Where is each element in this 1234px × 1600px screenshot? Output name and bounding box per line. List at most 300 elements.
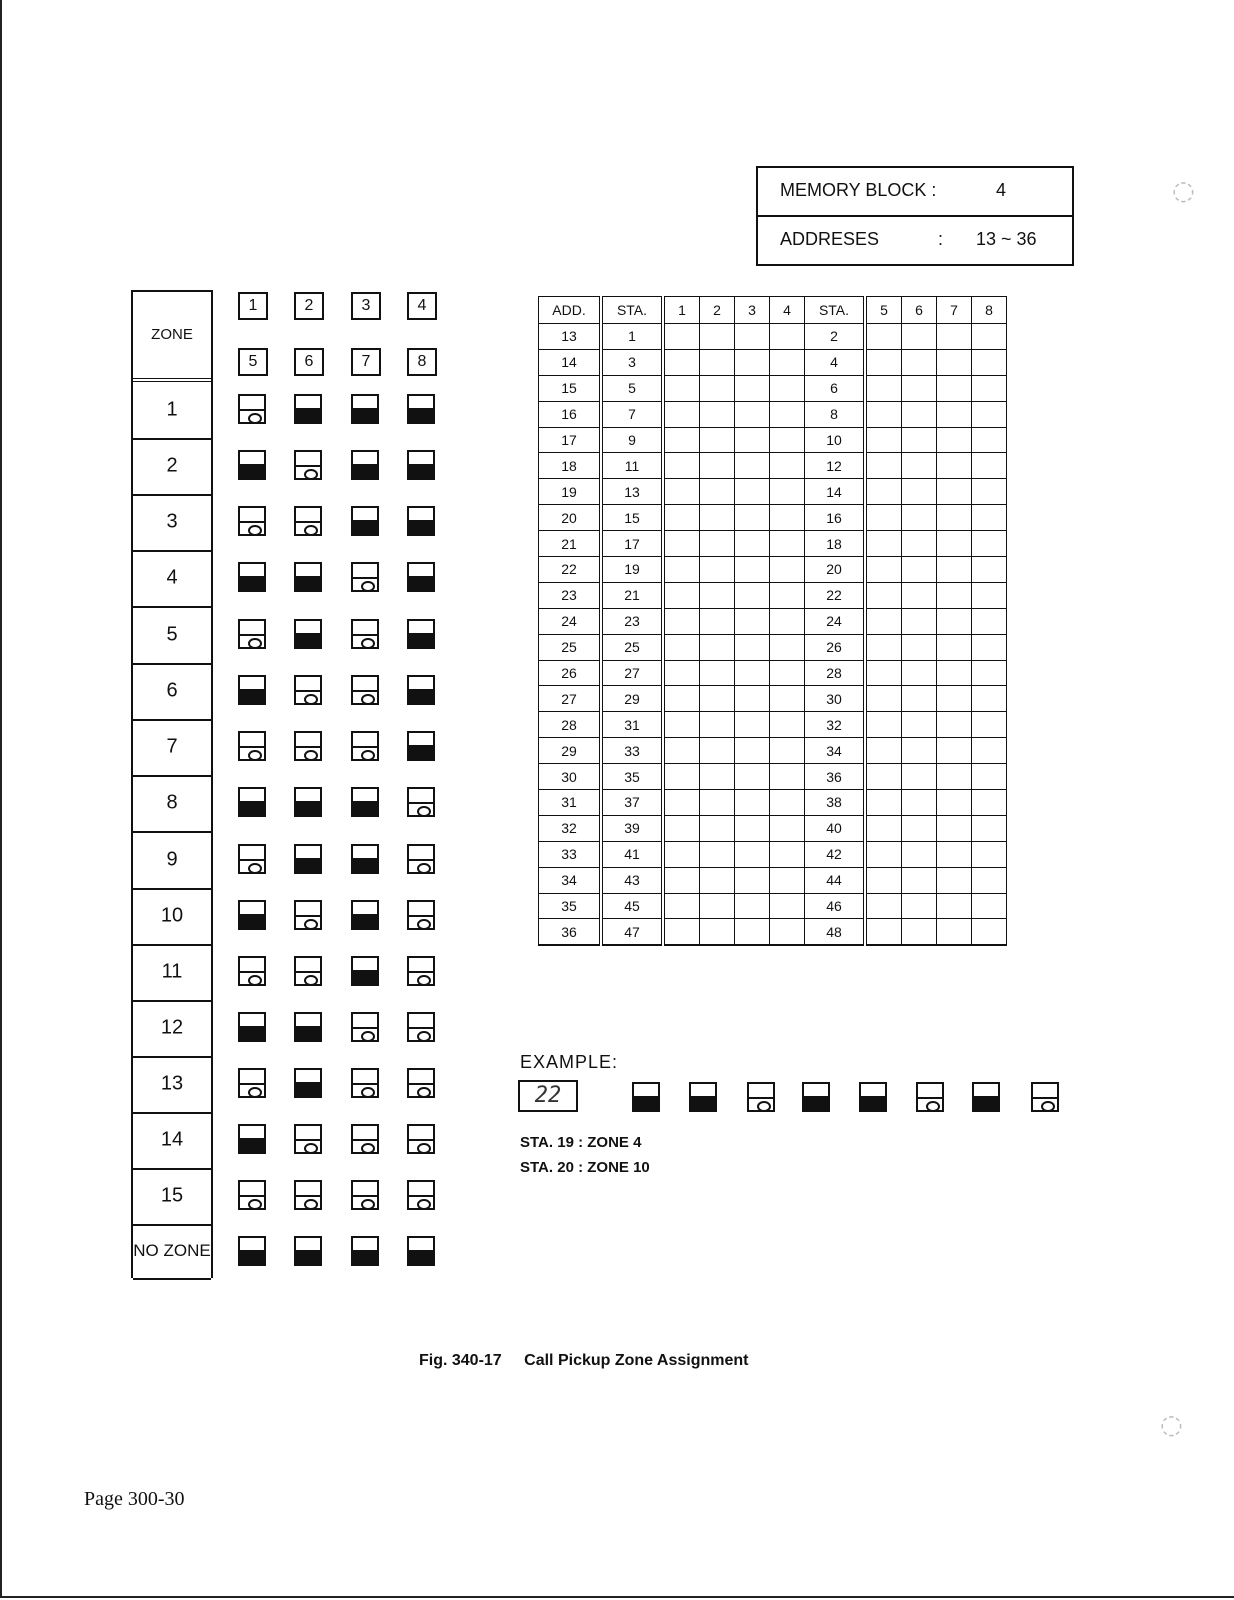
station-cell: 47 — [601, 919, 663, 945]
switch-entry-cell — [663, 505, 700, 531]
address-cell: 19 — [539, 479, 602, 505]
station-cell: 48 — [805, 919, 866, 945]
switch-entry-cell — [865, 738, 902, 764]
address-cell: 22 — [539, 557, 602, 583]
station-cell: 14 — [805, 479, 866, 505]
switch-entry-cell — [865, 427, 902, 453]
station-cell: 29 — [601, 686, 663, 712]
address-cell: 30 — [539, 764, 602, 790]
zone-label: 12 — [160, 1016, 184, 1039]
zone-label-cell — [133, 832, 211, 890]
addresses-row — [758, 217, 1072, 264]
switch-entry-cell — [865, 686, 902, 712]
switch-entry-cell — [937, 919, 972, 945]
switch-entry-cell — [902, 453, 937, 479]
switch-on-icon — [294, 450, 322, 480]
switch-on-icon — [351, 731, 379, 761]
table-row — [539, 531, 1007, 557]
switch-on-icon — [351, 562, 379, 592]
switch-on-icon — [407, 1012, 435, 1042]
zone-label-cell — [133, 607, 211, 665]
switch-off-icon — [238, 787, 266, 817]
switch-entry-cell — [937, 608, 972, 634]
switch-off-icon — [407, 562, 435, 592]
zone-label-cell — [133, 438, 211, 496]
switch-entry-cell — [770, 531, 805, 557]
switch-entry-cell — [937, 841, 972, 867]
scan-artifact-icon: ◌ — [1172, 176, 1195, 206]
station-cell: 16 — [805, 505, 866, 531]
switch-entry-cell — [902, 764, 937, 790]
switch-off-icon — [351, 506, 379, 536]
figure-number: Fig. 340-17 — [419, 1352, 502, 1369]
switch-off-icon — [407, 450, 435, 480]
switch-entry-cell — [700, 919, 735, 945]
zone-header: ZONE — [133, 292, 211, 382]
table-row — [539, 375, 1007, 401]
switch-entry-cell — [700, 401, 735, 427]
switch-on-icon — [351, 619, 379, 649]
switch-entry-cell — [663, 479, 700, 505]
switch-number-label: 8 — [407, 348, 437, 376]
switch-entry-cell — [770, 919, 805, 945]
switch-entry-cell — [770, 349, 805, 375]
switch-entry-cell — [937, 479, 972, 505]
switch-entry-cell — [972, 841, 1007, 867]
address-cell: 18 — [539, 453, 602, 479]
switch-off-icon — [238, 675, 266, 705]
switch-entry-cell — [735, 738, 770, 764]
station-cell: 35 — [601, 764, 663, 790]
switch-on-icon — [294, 675, 322, 705]
switch-off-icon — [294, 562, 322, 592]
station-cell: 19 — [601, 557, 663, 583]
switch-entry-cell — [972, 505, 1007, 531]
switch-off-icon — [294, 1012, 322, 1042]
address-table-body — [539, 324, 1007, 946]
zone-label-cell — [133, 663, 211, 721]
switch-off-icon — [407, 675, 435, 705]
switch-on-icon — [238, 956, 266, 986]
switch-off-icon — [351, 900, 379, 930]
table-row — [539, 453, 1007, 479]
switch-entry-cell — [735, 324, 770, 350]
zone-label: 4 — [166, 566, 178, 589]
switch-entry-cell — [865, 349, 902, 375]
address-cell: 26 — [539, 660, 602, 686]
switch-entry-cell — [700, 531, 735, 557]
switch-entry-cell — [663, 557, 700, 583]
switch-off-icon — [294, 619, 322, 649]
switch-entry-cell — [937, 557, 972, 583]
switch-on-icon — [351, 1068, 379, 1098]
station-cell: 27 — [601, 660, 663, 686]
switch-entry-cell — [902, 738, 937, 764]
switch-on-icon — [351, 675, 379, 705]
station-cell: 44 — [805, 867, 866, 893]
switch-entry-cell — [937, 712, 972, 738]
switch-entry-cell — [663, 324, 700, 350]
station-cell: 28 — [805, 660, 866, 686]
station-cell: 21 — [601, 582, 663, 608]
station-cell: 36 — [805, 764, 866, 790]
switch-off-icon — [972, 1082, 1000, 1112]
zone-label: 11 — [161, 960, 183, 983]
switch-entry-cell — [865, 608, 902, 634]
figure-title: Call Pickup Zone Assignment — [524, 1352, 749, 1369]
station-cell: 40 — [805, 815, 866, 841]
page-number: Page 300-30 — [84, 1488, 185, 1510]
switch-entry-cell — [735, 479, 770, 505]
address-table — [538, 296, 1007, 946]
zone-label-cell — [133, 1168, 211, 1226]
switch-entry-cell — [865, 453, 902, 479]
table-row — [539, 479, 1007, 505]
switch-entry-cell — [770, 738, 805, 764]
switch-entry-cell — [735, 401, 770, 427]
table-row — [539, 427, 1007, 453]
switch-entry-cell — [937, 453, 972, 479]
switch-entry-cell — [937, 531, 972, 557]
switch-entry-cell — [663, 401, 700, 427]
station-cell: 39 — [601, 815, 663, 841]
zone-label: 15 — [160, 1184, 184, 1207]
switch-entry-cell — [735, 686, 770, 712]
switch-entry-cell — [972, 790, 1007, 816]
switch-entry-cell — [735, 453, 770, 479]
switch-entry-cell — [663, 453, 700, 479]
address-cell: 32 — [539, 815, 602, 841]
switch-off-icon — [238, 1236, 266, 1266]
switch-entry-cell — [865, 557, 902, 583]
switch-entry-cell — [972, 401, 1007, 427]
switch-on-icon — [407, 1068, 435, 1098]
table-row — [539, 505, 1007, 531]
switch-entry-cell — [663, 841, 700, 867]
switch-entry-cell — [937, 427, 972, 453]
switch-entry-cell — [735, 815, 770, 841]
station-cell: 3 — [601, 349, 663, 375]
switch-entry-cell — [937, 815, 972, 841]
switch-entry-cell — [735, 660, 770, 686]
switch-entry-cell — [972, 608, 1007, 634]
address-cell: 29 — [539, 738, 602, 764]
address-cell: 25 — [539, 634, 602, 660]
switch-entry-cell — [902, 608, 937, 634]
switch-entry-cell — [700, 375, 735, 401]
zone-label-cell — [133, 1000, 211, 1058]
switch-entry-cell — [865, 479, 902, 505]
zone-label: 13 — [160, 1072, 184, 1095]
station-cell: 17 — [601, 531, 663, 557]
switch-entry-cell — [700, 479, 735, 505]
switch-entry-cell — [735, 427, 770, 453]
switch-on-icon — [238, 394, 266, 424]
column-header: 5 — [865, 297, 902, 324]
switch-on-icon — [351, 1012, 379, 1042]
example-note: STA. 19 : ZONE 4 — [520, 1134, 642, 1151]
address-cell: 17 — [539, 427, 602, 453]
switch-entry-cell — [735, 582, 770, 608]
switch-on-icon — [238, 1068, 266, 1098]
zone-label-cell — [133, 494, 211, 552]
zone-label: 10 — [160, 904, 184, 927]
switch-entry-cell — [663, 349, 700, 375]
switch-on-icon — [407, 787, 435, 817]
switch-off-icon — [689, 1082, 717, 1112]
switch-entry-cell — [770, 867, 805, 893]
switch-number-label: 2 — [294, 292, 324, 320]
switch-entry-cell — [972, 686, 1007, 712]
station-cell: 46 — [805, 893, 866, 919]
switch-on-icon — [916, 1082, 944, 1112]
station-cell: 45 — [601, 893, 663, 919]
column-header: 8 — [972, 297, 1007, 324]
addresses-value: 13 ~ 36 — [976, 229, 1037, 249]
table-row — [539, 660, 1007, 686]
switch-entry-cell — [902, 582, 937, 608]
switch-on-icon — [407, 1180, 435, 1210]
address-cell: 27 — [539, 686, 602, 712]
table-row — [539, 401, 1007, 427]
switch-on-icon — [407, 844, 435, 874]
switch-entry-cell — [770, 660, 805, 686]
switch-entry-cell — [770, 841, 805, 867]
switch-off-icon — [294, 787, 322, 817]
table-row — [539, 815, 1007, 841]
switch-entry-cell — [735, 634, 770, 660]
station-cell: 38 — [805, 790, 866, 816]
switch-entry-cell — [663, 582, 700, 608]
switch-entry-cell — [902, 634, 937, 660]
switch-entry-cell — [902, 893, 937, 919]
table-row — [539, 919, 1007, 945]
table-row — [539, 790, 1007, 816]
station-cell: 26 — [805, 634, 866, 660]
table-row — [539, 608, 1007, 634]
switch-entry-cell — [700, 660, 735, 686]
address-cell: 21 — [539, 531, 602, 557]
station-cell: 4 — [805, 349, 866, 375]
switch-entry-cell — [972, 375, 1007, 401]
memory-block-value: 4 — [996, 180, 1007, 200]
switch-on-icon — [294, 731, 322, 761]
switch-entry-cell — [972, 893, 1007, 919]
switch-off-icon — [407, 506, 435, 536]
station-cell: 8 — [805, 401, 866, 427]
switch-entry-cell — [865, 660, 902, 686]
switch-entry-cell — [865, 324, 902, 350]
station-cell: 6 — [805, 375, 866, 401]
switch-entry-cell — [770, 479, 805, 505]
switch-on-icon — [294, 506, 322, 536]
switch-entry-cell — [937, 660, 972, 686]
switch-off-icon — [407, 731, 435, 761]
station-cell: 20 — [805, 557, 866, 583]
switch-entry-cell — [902, 660, 937, 686]
switch-entry-cell — [972, 324, 1007, 350]
switch-entry-cell — [735, 893, 770, 919]
example-display: 22 — [518, 1080, 578, 1112]
station-cell: 9 — [601, 427, 663, 453]
switch-entry-cell — [700, 582, 735, 608]
switch-entry-cell — [937, 582, 972, 608]
switch-on-icon — [238, 1180, 266, 1210]
table-row — [539, 324, 1007, 350]
station-cell: 7 — [601, 401, 663, 427]
station-cell: 30 — [805, 686, 866, 712]
column-header: ADD. — [539, 297, 602, 324]
zone-label-cell — [133, 1224, 211, 1280]
station-cell: 5 — [601, 375, 663, 401]
station-cell: 43 — [601, 867, 663, 893]
switch-entry-cell — [735, 841, 770, 867]
switch-entry-cell — [902, 867, 937, 893]
switch-entry-cell — [663, 660, 700, 686]
switch-entry-cell — [663, 919, 700, 945]
addresses-label: ADDRESES — [780, 229, 880, 249]
switch-entry-cell — [663, 686, 700, 712]
switch-entry-cell — [700, 867, 735, 893]
switch-entry-cell — [972, 815, 1007, 841]
switch-entry-cell — [700, 349, 735, 375]
switch-entry-cell — [770, 634, 805, 660]
zone-label-cell — [133, 1056, 211, 1114]
station-cell: 33 — [601, 738, 663, 764]
switch-entry-cell — [770, 815, 805, 841]
switch-entry-cell — [663, 893, 700, 919]
switch-entry-cell — [770, 375, 805, 401]
switch-number-label: 1 — [238, 292, 268, 320]
station-cell: 31 — [601, 712, 663, 738]
switch-entry-cell — [770, 764, 805, 790]
column-header: STA. — [805, 297, 866, 324]
station-cell: 11 — [601, 453, 663, 479]
switch-entry-cell — [972, 764, 1007, 790]
switch-entry-cell — [865, 505, 902, 531]
switch-entry-cell — [735, 505, 770, 531]
switch-entry-cell — [865, 893, 902, 919]
switch-off-icon — [407, 619, 435, 649]
station-cell: 12 — [805, 453, 866, 479]
switch-off-icon — [802, 1082, 830, 1112]
switch-off-icon — [238, 1012, 266, 1042]
memory-block-box — [756, 166, 1074, 266]
switch-entry-cell — [972, 867, 1007, 893]
switch-entry-cell — [700, 453, 735, 479]
column-header: 2 — [700, 297, 735, 324]
switch-entry-cell — [972, 634, 1007, 660]
switch-entry-cell — [865, 375, 902, 401]
address-cell: 16 — [539, 401, 602, 427]
switch-entry-cell — [735, 608, 770, 634]
switch-entry-cell — [972, 479, 1007, 505]
switch-off-icon — [294, 394, 322, 424]
zone-label: NO ZONE — [133, 1241, 211, 1261]
column-header: 7 — [937, 297, 972, 324]
switch-number-label: 5 — [238, 348, 268, 376]
switch-entry-cell — [865, 919, 902, 945]
switch-entry-cell — [663, 634, 700, 660]
column-header: 6 — [902, 297, 937, 324]
switch-entry-cell — [972, 660, 1007, 686]
switch-entry-cell — [937, 375, 972, 401]
zone-label-cell — [133, 888, 211, 946]
switch-off-icon — [351, 787, 379, 817]
switch-entry-cell — [735, 764, 770, 790]
switch-entry-cell — [902, 375, 937, 401]
switch-entry-cell — [700, 686, 735, 712]
switch-number-label: 3 — [351, 292, 381, 320]
switch-entry-cell — [700, 557, 735, 583]
switch-entry-cell — [770, 557, 805, 583]
switch-entry-cell — [735, 712, 770, 738]
switch-entry-cell — [700, 841, 735, 867]
switch-entry-cell — [700, 634, 735, 660]
switch-entry-cell — [735, 349, 770, 375]
station-cell: 18 — [805, 531, 866, 557]
switch-off-icon — [351, 1236, 379, 1266]
zone-label: 8 — [166, 791, 178, 814]
memory-block-label: MEMORY BLOCK : — [780, 180, 937, 200]
switch-entry-cell — [865, 764, 902, 790]
switch-off-icon — [407, 394, 435, 424]
switch-entry-cell — [663, 608, 700, 634]
switch-entry-cell — [865, 815, 902, 841]
switch-entry-cell — [972, 712, 1007, 738]
switch-entry-cell — [972, 427, 1007, 453]
switch-off-icon — [351, 956, 379, 986]
switch-entry-cell — [865, 841, 902, 867]
zone-label: 1 — [166, 398, 178, 421]
station-cell: 13 — [601, 479, 663, 505]
station-cell: 23 — [601, 608, 663, 634]
switch-entry-cell — [902, 427, 937, 453]
switch-entry-cell — [700, 712, 735, 738]
switch-on-icon — [294, 900, 322, 930]
table-row — [539, 634, 1007, 660]
switch-entry-cell — [865, 531, 902, 557]
table-row — [539, 712, 1007, 738]
zone-label-cell — [133, 775, 211, 833]
switch-number-label: 7 — [351, 348, 381, 376]
memory-block-row — [758, 168, 1072, 217]
station-cell: 24 — [805, 608, 866, 634]
table-row — [539, 582, 1007, 608]
zone-label: 14 — [160, 1128, 184, 1151]
switch-entry-cell — [865, 582, 902, 608]
address-cell: 36 — [539, 919, 602, 945]
table-row — [539, 349, 1007, 375]
switch-entry-cell — [735, 531, 770, 557]
switch-entry-cell — [770, 790, 805, 816]
switch-number-label: 4 — [407, 292, 437, 320]
switch-entry-cell — [770, 324, 805, 350]
switch-off-icon — [238, 450, 266, 480]
switch-off-icon — [238, 562, 266, 592]
switch-on-icon — [1031, 1082, 1059, 1112]
zone-label: 9 — [166, 848, 178, 871]
switch-entry-cell — [735, 557, 770, 583]
switch-entry-cell — [902, 815, 937, 841]
table-row — [539, 841, 1007, 867]
switch-on-icon — [407, 956, 435, 986]
switch-entry-cell — [937, 764, 972, 790]
switch-entry-cell — [663, 738, 700, 764]
switch-entry-cell — [663, 531, 700, 557]
switch-entry-cell — [972, 531, 1007, 557]
switch-entry-cell — [902, 919, 937, 945]
